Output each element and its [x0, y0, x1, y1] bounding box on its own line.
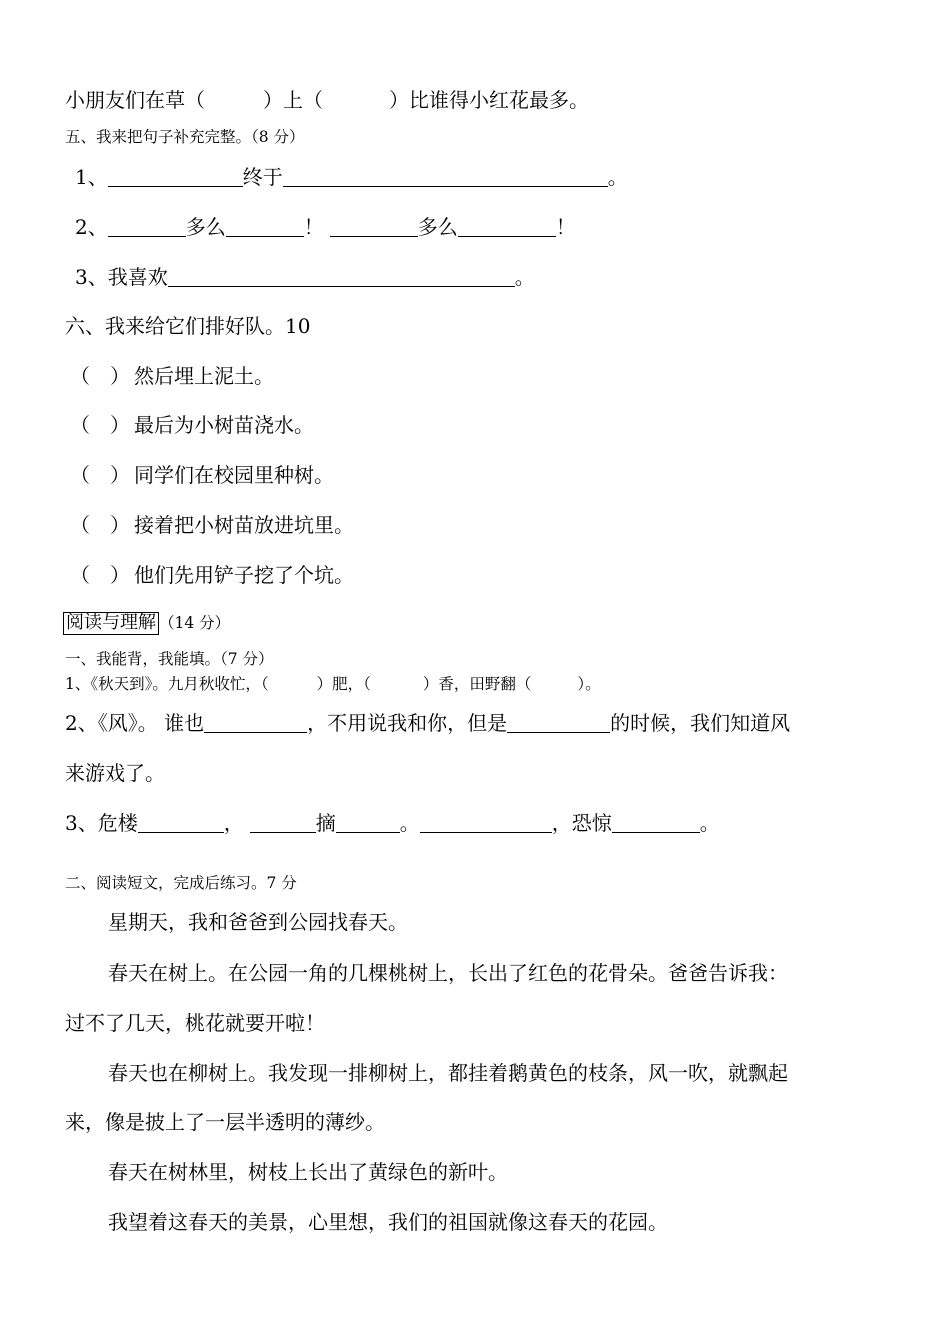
order-item: （ ） 接着把小树苗放进坑里。 [70, 513, 354, 537]
order-item: （ ） 同学们在校园里种树。 [70, 463, 334, 487]
answer-blank[interactable] [507, 714, 610, 733]
fill-line-grass: 小朋友们在草（ ）上（ ）比谁得小红花最多。 [65, 88, 589, 112]
order-paren[interactable]: （ ） [70, 364, 130, 388]
reading-part2-heading: 二、阅读短文，完成后练习。7 分 [65, 874, 297, 892]
s5-item-2: 2、 多么 ！ 多么 ！ [75, 215, 576, 239]
order-paren[interactable]: （ ） [70, 513, 130, 537]
answer-blank[interactable] [336, 814, 400, 833]
passage-paragraph: 春天在树上。在公园一角的几棵桃树上，长出了红色的花骨朵。爸爸告诉我： [108, 961, 788, 985]
order-paren[interactable]: （ ） [70, 563, 130, 587]
passage-paragraph: 我望着这春天的美景，心里想，我们的祖国就像这春天的花园。 [108, 1210, 668, 1234]
passage-paragraph: 春天也在柳树上。我发现一排柳树上，都挂着鹅黄色的枝条，风一吹，就飘起 [108, 1061, 788, 1085]
answer-blank[interactable] [283, 168, 608, 187]
order-item: （ ） 最后为小树苗浇水。 [70, 413, 314, 437]
answer-blank[interactable] [458, 218, 556, 237]
passage-paragraph: 春天在树林里，树枝上长出了黄绿色的新叶。 [108, 1160, 508, 1184]
answer-blank[interactable] [108, 218, 186, 237]
passage-paragraph-cont: 来，像是披上了一层半透明的薄纱。 [65, 1110, 385, 1134]
answer-blank[interactable] [138, 814, 224, 833]
reading-item-2-cont: 来游戏了。 [65, 761, 165, 785]
answer-blank[interactable] [226, 218, 304, 237]
reading-section-title: 阅读与理解 （14 分） [63, 612, 230, 635]
answer-blank[interactable] [204, 714, 307, 733]
reading-item-1: 1、《秋天到》。九月秋收忙，（ ）肥，（ ）香，田野翻（ ）。 [65, 675, 601, 693]
s5-item-3: 3、我喜欢 。 [75, 265, 535, 289]
answer-blank[interactable] [330, 218, 418, 237]
passage-paragraph-cont: 过不了几天，桃花就要开啦！ [65, 1011, 325, 1035]
reading-title-box: 阅读与理解 [63, 612, 159, 635]
s5-item-1: 1、 终于 。 [75, 165, 628, 189]
answer-blank[interactable] [108, 168, 243, 187]
reading-item-2: 2、《风》。 谁也 ，不用说我和你，但是 的时候，我们知道风 [65, 711, 791, 735]
answer-blank[interactable] [250, 814, 316, 833]
reading-part1-heading: 一、我能背，我能填。（7 分） [65, 650, 274, 668]
answer-blank[interactable] [420, 814, 552, 833]
passage-paragraph: 星期天，我和爸爸到公园找春天。 [108, 910, 408, 934]
order-item: （ ） 然后埋上泥土。 [70, 364, 274, 388]
answer-blank[interactable] [168, 268, 515, 287]
section-6-heading: 六、我来给它们排好队。10 [65, 314, 311, 338]
section-5-heading: 五、我来把句子补充完整。（8 分） [65, 128, 305, 146]
order-paren[interactable]: （ ） [70, 413, 130, 437]
answer-blank[interactable] [612, 814, 700, 833]
order-paren[interactable]: （ ） [70, 463, 130, 487]
reading-item-3: 3、危楼 ， 摘 。 ，恐惊 。 [65, 811, 720, 835]
order-item: （ ） 他们先用铲子挖了个坑。 [70, 563, 354, 587]
